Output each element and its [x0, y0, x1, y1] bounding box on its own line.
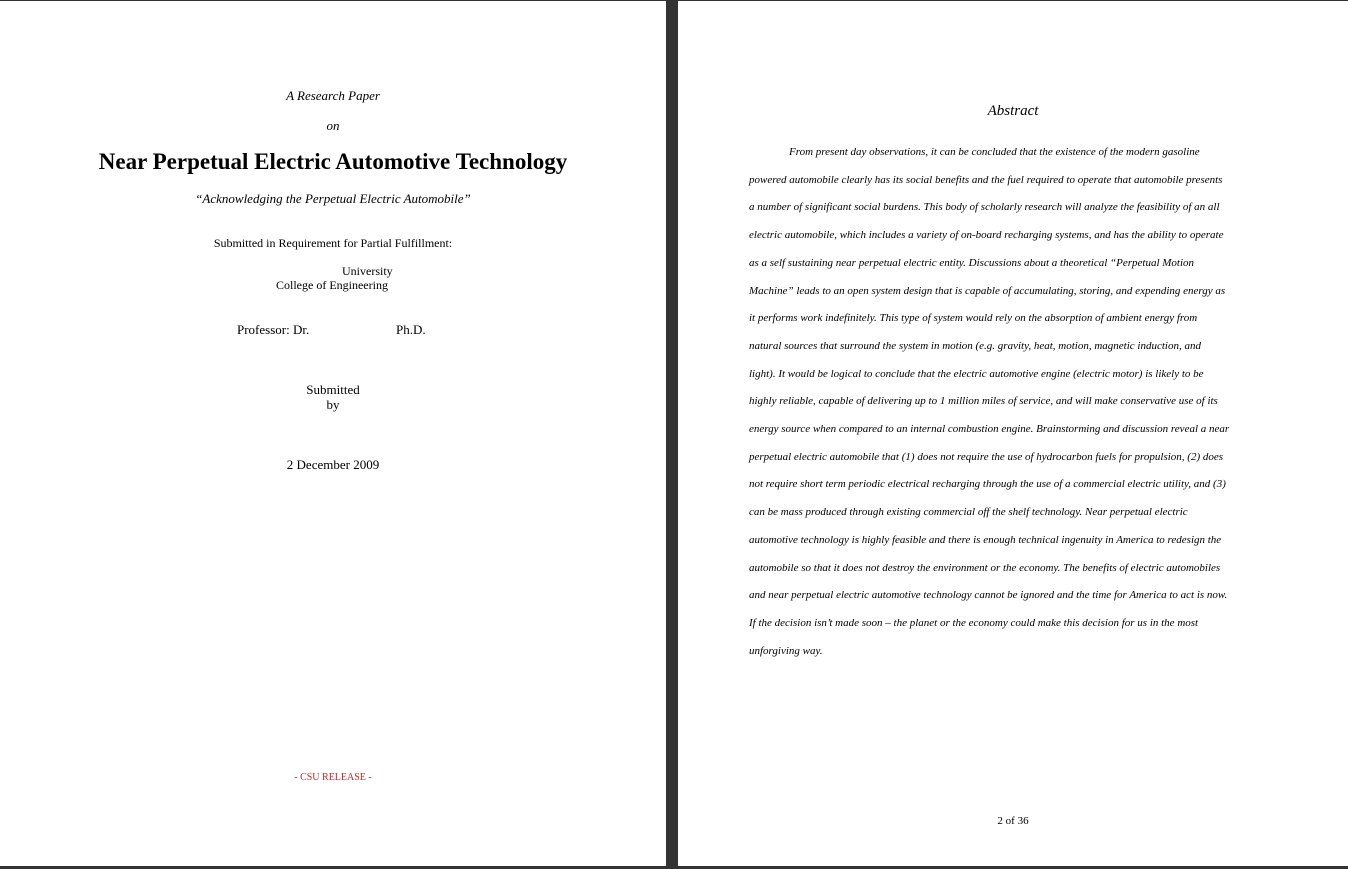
professor-prefix: Professor: Dr.: [237, 322, 310, 337]
requirement-line: Submitted in Requirement for Partial Fulfillment:: [213, 236, 453, 250]
abstract-line: as a self sustaining near perpetual electric entity. Discussions about a theoretical “Perpetual Motion: [749, 256, 1195, 269]
submission-date: 2 December 2009: [286, 457, 380, 472]
abstract-line: If the decision isn’t made soon – the planet or the economy could make this decision for us in the most: [749, 616, 1199, 629]
abstract-line: perpetual electric automobile that (1) does not require the use of hydrocarbon fuels for propulsion, (2) does: [749, 450, 1224, 463]
abstract-line: electric automobile, which includes a variety of on-board recharging systems, and has the ability to operate: [749, 229, 1224, 242]
abstract-line: energy source when compared to an internal combustion engine. Brainstorming and discussion reveal a near: [749, 423, 1230, 436]
by-label: by: [326, 397, 340, 412]
abstract-heading: Abstract: [987, 103, 1039, 119]
abstract-line: can be mass produced through existing commercial off the shelf technology. Near perpetual electric: [749, 506, 1188, 519]
abstract-line: highly reliable, capable of delivering up to 1 million miles of service, and will make conservative use of its: [749, 395, 1218, 408]
abstract-line: not require short term periodic electrical recharging through the use of a commercial electric utility, and (3): [749, 478, 1226, 491]
release-stamp: - CSU RELEASE -: [294, 772, 372, 783]
abstract-line: automobile so that it does not destroy the environment or the economy. The benefits of electric automobiles: [749, 561, 1221, 574]
paper-subtitle: “Acknowledging the Perpetual Electric Automobile”: [195, 191, 471, 206]
abstract-line: Machine” leads to an open system design that is capable of accumulating, storing, and expending energy as: [749, 284, 1226, 297]
abstract-line: automotive technology is highly feasible and there is enough technical ingenuity in America to redesign the: [749, 533, 1222, 546]
cover-page: [0, 1, 666, 866]
abstract-line: powered automobile clearly has its social benefits and the fuel required to operate that automobile presents: [749, 173, 1223, 186]
abstract-line: natural sources that surround the system in motion (e.g. gravity, heat, motion, magnetic induction, and: [749, 339, 1201, 352]
abstract-line: light). It would be logical to conclude that the electric automotive engine (electric motor) is likely to be: [749, 367, 1204, 380]
page-number: 2 of 36: [997, 815, 1029, 827]
professor-suffix: Ph.D.: [396, 322, 426, 337]
abstract-line: and near perpetual electric automotive technology cannot be ignored and the time for America to act is now.: [749, 589, 1228, 602]
abstract-body: [749, 139, 1279, 665]
paper-title: Near Perpetual Electric Automotive Technology: [98, 149, 568, 174]
paper-on: on: [326, 118, 340, 133]
abstract-page: [678, 1, 1348, 866]
abstract-line: unforgiving way.: [749, 644, 823, 657]
college-name: College of Engineering: [276, 278, 388, 292]
abstract-line: From present day observations, it can be concluded that the existence of the modern gasoline: [789, 146, 1200, 158]
abstract-line: it performs work indefinitely. This type of system would rely on the absorption of ambient energy from: [749, 312, 1198, 325]
university-name: University: [342, 264, 393, 278]
submitted-label: Submitted: [306, 382, 360, 397]
paper-kicker: A Research Paper: [286, 88, 380, 103]
abstract-line: a number of significant social burdens. This body of scholarly research will analyze the feasibility of an all: [749, 201, 1220, 214]
